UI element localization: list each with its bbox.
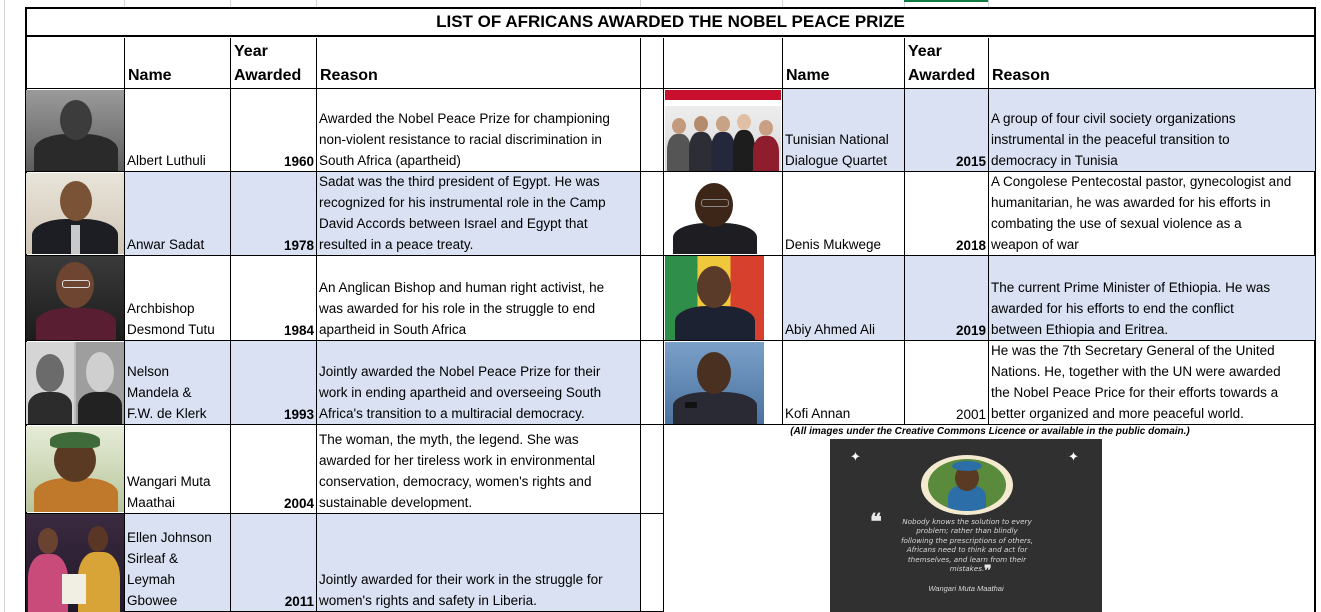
award-reason [317, 89, 641, 172]
award-reason-line: South Africa (apartheid) [319, 153, 461, 168]
nominee-name [783, 341, 905, 425]
header-name [125, 38, 231, 89]
award-reason-line: instrumental in the peaceful transition to [991, 132, 1230, 147]
header-blank [25, 38, 125, 89]
award-reason-line: The current Prime Minister of Ethiopia. He was [991, 280, 1271, 295]
award-reason-line: recognized for his instrumental role in the Camp [319, 195, 606, 210]
award-reason-line: He was the 7th Secretary General of the United [991, 343, 1275, 358]
nominee-name [783, 89, 905, 172]
award-reason-line: Sadat was the third president of Egypt. He was [319, 174, 600, 189]
poster-portrait [928, 459, 1006, 511]
year-awarded: 2004 [231, 425, 317, 514]
nominee-name [125, 514, 231, 612]
award-reason [317, 172, 641, 256]
year-awarded: 1993 [231, 341, 317, 425]
nominee-name [125, 172, 231, 256]
nominee-name-line: Mandela & [127, 385, 192, 400]
award-reason-line: sustainable development. [319, 495, 473, 510]
poster-quote-line: Nobody knows the solution to every [902, 517, 1032, 526]
nominee-name-line: F.W. de Klerk [127, 406, 207, 421]
award-reason-line: Jointly awarded for their work in the struggle for [319, 572, 603, 587]
header-year-line1: Year [908, 43, 942, 60]
year-awarded: 2019 [905, 256, 989, 341]
portrait-desmond-tutu [26, 256, 124, 340]
spacer-cell [641, 89, 664, 172]
header-name-label: Name [786, 67, 830, 84]
selected-cell-indicator [904, 0, 988, 2]
award-reason-line: Africa's transition to a multiracial democracy. [319, 406, 585, 421]
portrait-mandela-de-klerk [26, 342, 124, 424]
spacer-cell [641, 425, 664, 514]
award-reason-line: A Congolese Pentecostal pastor, gynecologist and [991, 174, 1292, 189]
header-reason [989, 38, 1316, 89]
award-reason [317, 425, 641, 514]
year-awarded: 1978 [231, 172, 317, 256]
award-reason-line: awarded for his efforts to end the conflict [991, 301, 1234, 316]
spacer-cell [641, 514, 664, 612]
header-year [231, 38, 317, 89]
header-reason-label: Reason [992, 67, 1050, 84]
award-reason-line: women's rights and safety in Liberia. [319, 593, 537, 608]
portrait-kofi-annan [665, 342, 764, 424]
poster-quote-line: mistakes. [949, 564, 985, 574]
poster-author: Wangari Muta Maathai [928, 584, 1004, 593]
portrait-denis-mukwege [665, 173, 764, 254]
nominee-name-line: Albert Luthuli [127, 153, 206, 168]
award-reason-line: non-violent resistance to racial discrimination in [319, 132, 602, 147]
image-license-note: (All images under the Creative Commons Licence or available in the public domain.) [790, 426, 1190, 437]
portrait-wangari-maathai [26, 426, 124, 512]
nominee-name-line: Sirleaf & [127, 551, 179, 566]
award-reason-line: between Ethiopia and Eritrea. [991, 322, 1169, 337]
header-year-line1: Year [234, 43, 268, 60]
header-year [905, 38, 989, 89]
nominee-name [125, 256, 231, 341]
award-reason-line: resulted in a peace treaty. [319, 237, 474, 252]
portrait-tunisian-quartet [665, 90, 781, 171]
nominee-name [125, 89, 231, 172]
nominee-name-line: Archbishop [127, 301, 195, 316]
header-reason-label: Reason [320, 67, 378, 84]
nominee-name-line: Maathai [127, 495, 176, 510]
nominee-name-line: Kofi Annan [785, 406, 851, 421]
award-reason-line: An Anglican Bishop and human right activist, he [319, 280, 605, 295]
year-awarded: 1984 [231, 256, 317, 341]
nominee-name [125, 425, 231, 514]
header-year-line2: Awarded [234, 67, 302, 84]
nominee-name-line: Wangari Muta [127, 474, 211, 489]
year-awarded: 2011 [231, 514, 317, 612]
award-reason-line: democracy in Tunisia [991, 153, 1118, 168]
close-quote-icon: ❞ [984, 563, 992, 579]
header-name-label: Name [128, 67, 172, 84]
spacer-cell [641, 341, 664, 425]
year-awarded: 2001 [905, 341, 989, 425]
spacer-cell [641, 256, 664, 341]
award-reason-line: David Accords between Israel and Egypt that [319, 216, 588, 231]
award-reason-line: The woman, the myth, the legend. She was [319, 432, 579, 447]
award-reason-line: conservation, democracy, women's rights and [319, 474, 592, 489]
header-reason [317, 38, 641, 89]
poster-quote-line: problem; rather than blindly [916, 526, 1018, 536]
award-reason-line: better organized and more peaceful world. [991, 406, 1244, 421]
nominee-name [125, 341, 231, 425]
award-reason-line: apartheid in South Africa [319, 322, 467, 337]
award-reason-line: the Nobel Peace Price for their efforts towards a [991, 385, 1279, 400]
year-awarded: 1960 [231, 89, 317, 172]
sparkle-icon: ✦ [1068, 449, 1079, 464]
header-name [783, 38, 905, 89]
nominee-name-line: Leymah [127, 572, 176, 587]
nominee-name-line: Tunisian National [785, 132, 889, 147]
nominee-name-line: Nelson [127, 364, 170, 379]
page-title: LIST OF AFRICANS AWARDED THE NOBEL PEACE PRIZE [25, 7, 1316, 37]
nominee-name [783, 256, 905, 341]
poster-quote-line: following the prescriptions of others, [900, 535, 1033, 545]
nominee-name-line: Anwar Sadat [127, 237, 205, 252]
poster-quote-line: Africans need to think and act for [906, 545, 1028, 555]
header-year-line2: Awarded [908, 67, 976, 84]
nominee-name-line: Denis Mukwege [785, 237, 882, 252]
award-reason [989, 172, 1316, 256]
award-reason [317, 256, 641, 341]
award-reason-line: Jointly awarded the Nobel Peace Prize for their [319, 364, 601, 379]
nominee-name-line: Ellen Johnson [127, 530, 212, 545]
sparkle-icon: ✦ [850, 449, 861, 464]
poster-quote-line: themselves, and learn from their [907, 554, 1027, 564]
year-awarded: 2018 [905, 172, 989, 256]
portrait-sirleaf-gbowee [26, 514, 124, 612]
open-quote-icon: ❝ [870, 509, 882, 535]
header-gap [641, 38, 664, 89]
award-reason-line: work in ending apartheid and overseeing South [319, 385, 602, 400]
award-reason-line: awarded for her tireless work in environmental [319, 453, 596, 468]
nominee-name-line: Desmond Tutu [127, 322, 215, 337]
nominee-name-line: Gbowee [127, 593, 178, 608]
quote-poster [830, 439, 1102, 612]
award-reason-line: was awarded for his role in the struggle to end [319, 301, 596, 316]
nominee-name [783, 172, 905, 256]
award-reason-line: humanitarian, he was awarded for his efforts in [991, 195, 1271, 210]
award-reason [989, 256, 1316, 341]
award-reason-line: A group of four civil society organizations [991, 111, 1236, 126]
award-reason [989, 341, 1316, 425]
year-awarded: 2015 [905, 89, 989, 172]
award-reason-line: combating the use of sexual violence as a [991, 216, 1242, 231]
header-blank [664, 38, 783, 89]
spacer-cell [641, 172, 664, 256]
poster-quote [872, 517, 1062, 573]
award-reason [317, 341, 641, 425]
award-reason-line: weapon of war [991, 237, 1079, 252]
award-reason-line: Awarded the Nobel Peace Prize for championing [319, 111, 610, 126]
award-reason [989, 89, 1316, 172]
award-reason [317, 514, 641, 612]
nominee-name-line: Abiy Ahmed Ali [785, 322, 876, 337]
portrait-anwar-sadat [26, 173, 124, 254]
nominee-name-line: Dialogue Quartet [785, 153, 888, 168]
portrait-albert-luthuli [26, 90, 124, 171]
gridline [4, 0, 5, 612]
award-reason-line: Nations. He, together with the UN were awarded [991, 364, 1281, 379]
portrait-abiy-ahmed [665, 256, 764, 340]
